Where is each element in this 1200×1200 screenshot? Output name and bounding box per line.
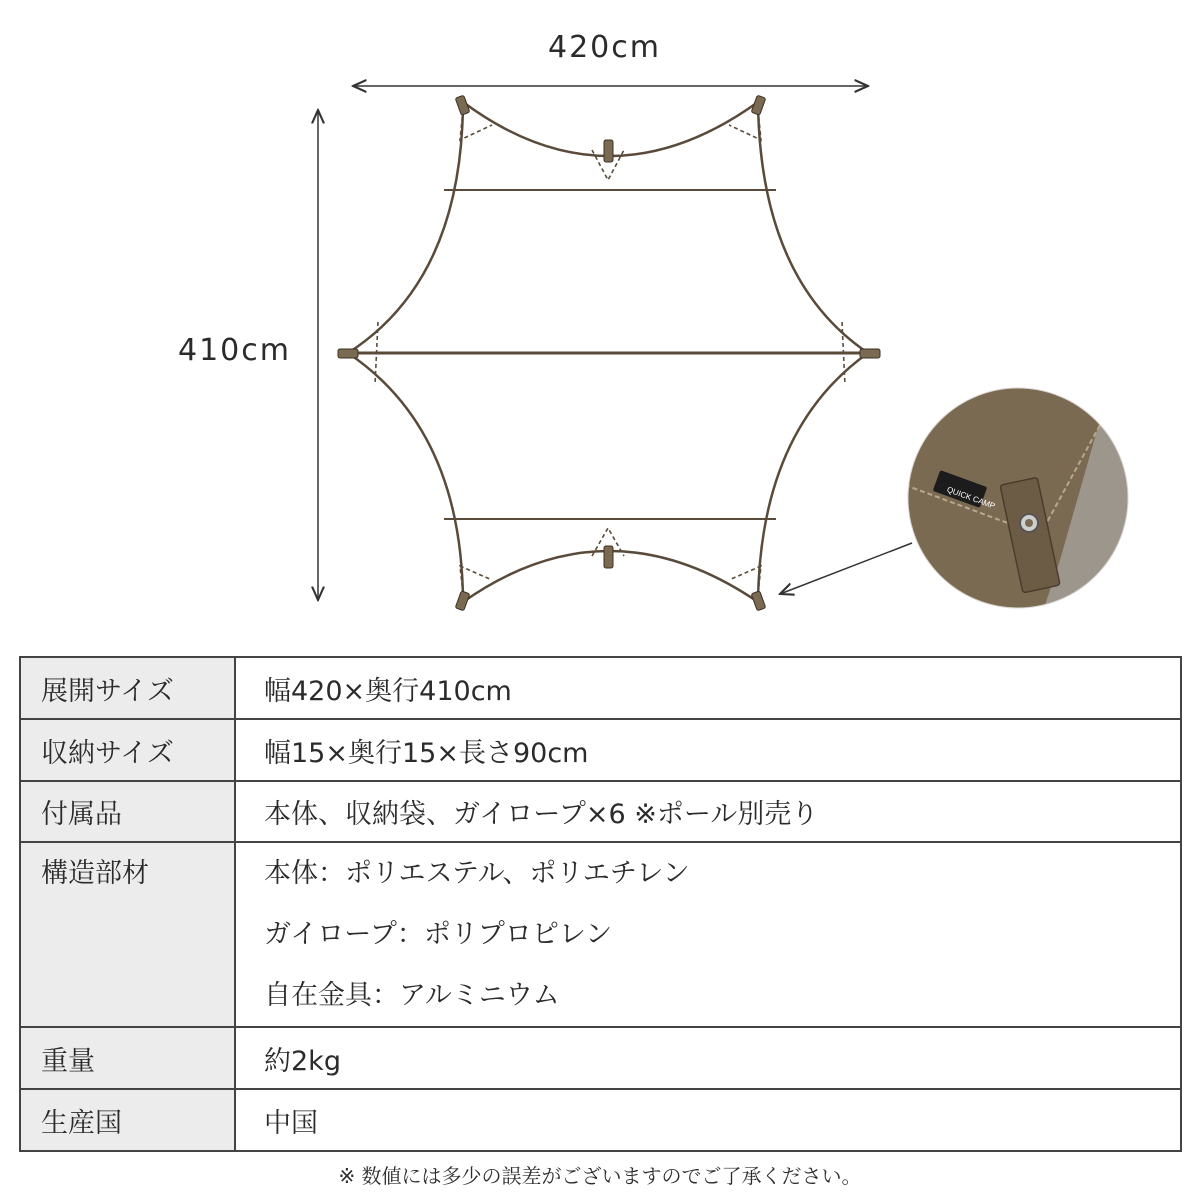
spec-row-materials (20, 842, 1181, 1027)
spec-value: 幅15×奥行15×長さ90cm (235, 719, 1181, 781)
spec-key: 生産国 (20, 1089, 235, 1151)
spec-key: 付属品 (20, 781, 235, 842)
disclaimer-note: ※ 数値には多少の誤差がございますのでご了承ください。 (338, 1164, 862, 1188)
spec-row-accessories (20, 781, 1181, 842)
spec-key: 重量 (20, 1027, 235, 1089)
material-line: ガイロープ：ポリプロピレン (264, 919, 613, 950)
spec-key: 展開サイズ (20, 657, 235, 719)
spec-value: 中国 (235, 1089, 1181, 1151)
spec-row-weight (20, 1027, 1181, 1089)
spec-row-deployed-size (20, 657, 1181, 719)
width-dimension-label: 420cm (548, 30, 661, 65)
depth-dimension-label: 410cm (178, 333, 291, 368)
spec-value: 本体、収納袋、ガイロープ×6 ※ポール別売り (235, 781, 1181, 842)
spec-value: 約2kg (235, 1027, 1181, 1089)
spec-value (235, 842, 1181, 1027)
spec-key-text: 構造部材 (41, 858, 149, 889)
inset-logo: QUICK CAMP (945, 484, 997, 511)
material-line: 自在金具：アルミニウム (264, 980, 560, 1011)
spec-key (20, 842, 235, 1027)
spec-table (19, 656, 1182, 1152)
inset-pointer-arrow (780, 543, 912, 594)
corner-detail-inset (900, 380, 1140, 620)
spec-row-packed-size (20, 719, 1181, 781)
spec-row-origin (20, 1089, 1181, 1151)
material-line: 本体：ポリエステル、ポリエチレン (264, 858, 690, 889)
spec-value: 幅420×奥行410cm (235, 657, 1181, 719)
spec-key: 収納サイズ (20, 719, 235, 781)
